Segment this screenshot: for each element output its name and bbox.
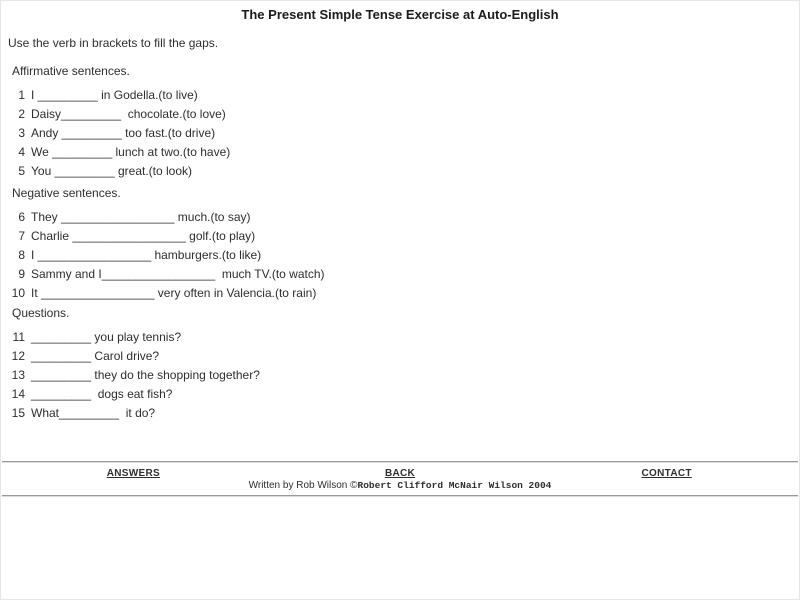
footer-links [0, 468, 800, 479]
exercise-item [0, 265, 800, 284]
item-text: They _________________ much.(to say) [31, 210, 251, 224]
exercise-item [0, 284, 800, 303]
item-number: 14 [11, 387, 25, 401]
footer-divider-bottom [2, 495, 798, 497]
credit-name: Robert Clifford McNair Wilson 2004 [357, 480, 552, 491]
exercise-item [0, 385, 800, 404]
item-number: 2 [18, 107, 25, 121]
contact-link[interactable]: CONTACT [641, 468, 692, 479]
footer [0, 461, 800, 497]
item-text: I _________ in Godella.(to live) [31, 88, 198, 102]
page-title: The Present Simple Tense Exercise at Auto-English [241, 7, 559, 22]
item-number: 8 [18, 248, 25, 262]
item-number: 3 [18, 126, 25, 140]
instruction-text: Use the verb in brackets to fill the gaps. [8, 36, 219, 50]
exercise-item [0, 124, 800, 143]
item-text: Daisy_________ chocolate.(to love) [31, 107, 226, 121]
item-number: 6 [18, 210, 25, 224]
credit-line [0, 480, 800, 491]
item-text: You _________ great.(to look) [31, 164, 193, 178]
item-number: 12 [11, 349, 25, 363]
affirmative-items [0, 86, 800, 181]
exercise-item [0, 105, 800, 124]
item-number: 13 [11, 368, 25, 382]
item-text: It _________________ very often in Valencia.(to rain) [31, 286, 317, 300]
exercise-item [0, 143, 800, 162]
item-number: 15 [11, 406, 25, 420]
footer-divider-top [2, 461, 798, 463]
item-text: Sammy and I_________________ much TV.(to watch) [31, 267, 325, 281]
item-number: 10 [11, 286, 25, 300]
exercise-item [0, 246, 800, 265]
exercise-item [0, 328, 800, 347]
item-text: _________ they do the shopping together? [31, 368, 260, 382]
item-text: _________ Carol drive? [31, 349, 160, 363]
item-number: 5 [18, 164, 25, 178]
item-text: Andy _________ too fast.(to drive) [31, 126, 216, 140]
item-number: 9 [18, 267, 25, 281]
section-heading-affirmative: Affirmative sentences. [12, 64, 130, 78]
item-text: We _________ lunch at two.(to have) [31, 145, 231, 159]
negative-items [0, 208, 800, 303]
item-text: What_________ it do? [31, 406, 156, 420]
credit-prefix: Written by Rob Wilson © [248, 480, 358, 491]
item-text: _________ you play tennis? [31, 330, 182, 344]
section-heading-negative: Negative sentences. [12, 186, 121, 200]
answers-link[interactable]: ANSWERS [106, 468, 160, 479]
exercise-item [0, 162, 800, 181]
item-text: _________ dogs eat fish? [31, 387, 173, 401]
exercise-item [0, 347, 800, 366]
exercise-item [0, 227, 800, 246]
exercise-item [0, 404, 800, 423]
item-text: I _________________ hamburgers.(to like) [31, 248, 262, 262]
exercise-item [0, 86, 800, 105]
exercise-item [0, 208, 800, 227]
section-heading-questions: Questions. [12, 306, 70, 320]
item-text: Charlie _________________ golf.(to play) [31, 229, 256, 243]
item-number: 7 [18, 229, 25, 243]
exercise-item [0, 366, 800, 385]
back-link[interactable]: BACK [384, 468, 416, 479]
item-number: 4 [18, 145, 25, 159]
question-items [0, 328, 800, 423]
item-number: 11 [12, 330, 25, 344]
item-number: 1 [18, 88, 25, 102]
